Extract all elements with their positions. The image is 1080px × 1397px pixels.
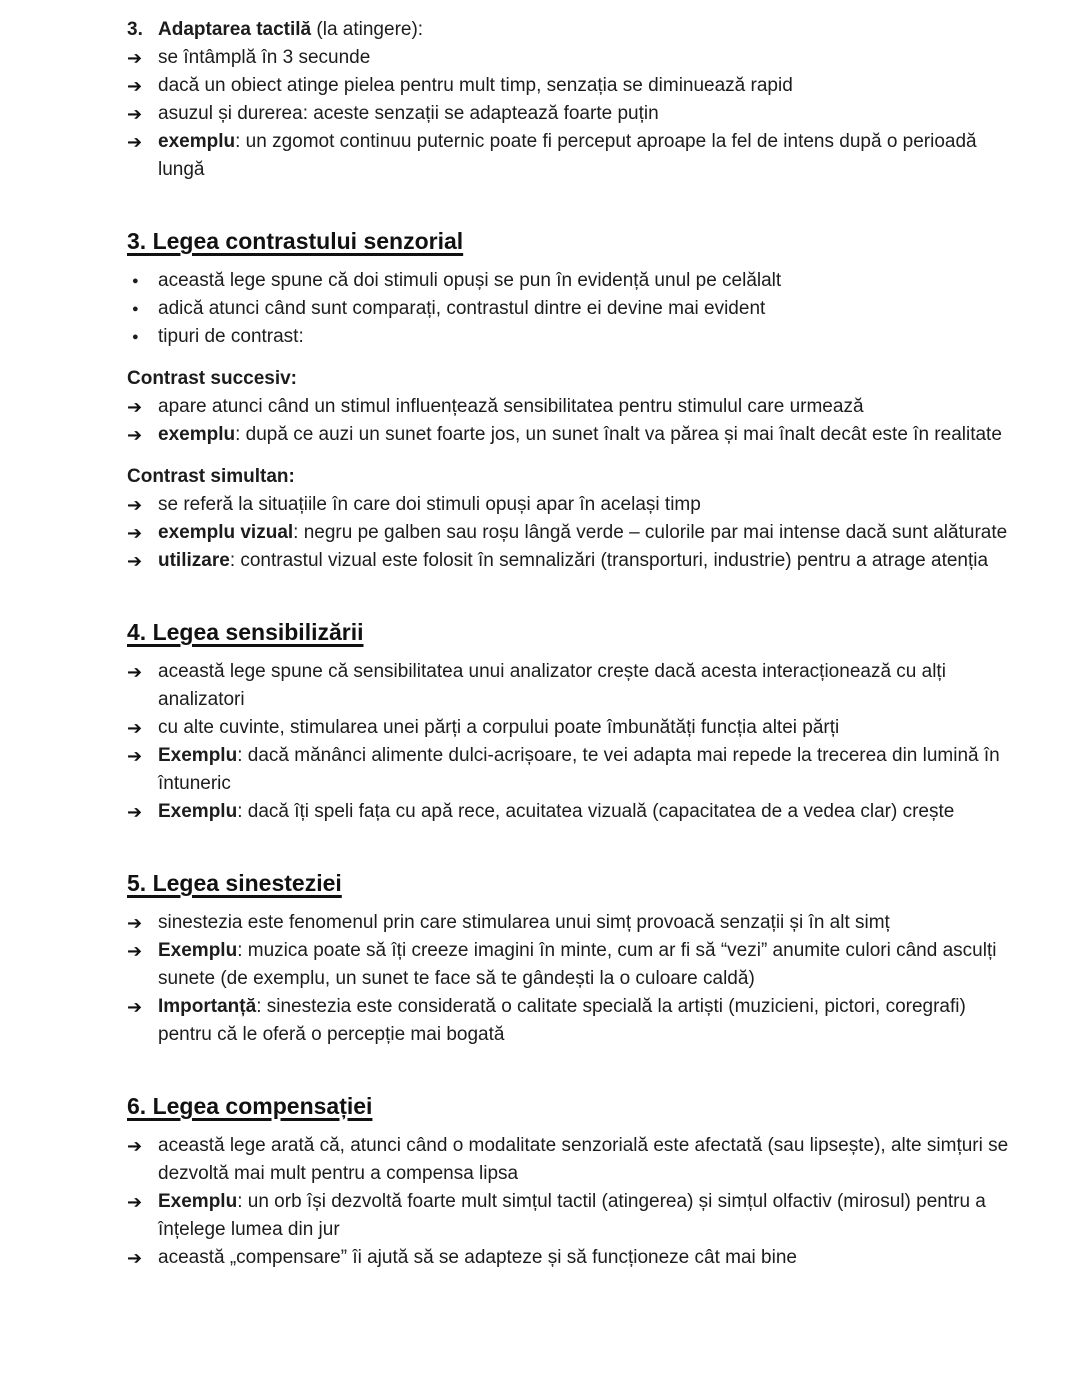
list-item — [127, 128, 1018, 184]
arrow-bullet-icon: ➔ — [127, 746, 143, 766]
section-heading-text: 5. Legea sinesteziei — [127, 870, 342, 896]
arrow-bullet-icon: ➔ — [127, 913, 143, 933]
arrow-bullet-icon: ➔ — [127, 1192, 143, 1212]
arrow-bullet-icon: ➔ — [127, 662, 143, 682]
item-rest-text: dacă un obiect atinge pielea pentru mult timp, senzația se diminuează rapid — [158, 75, 793, 96]
item-text — [158, 295, 1018, 323]
bold-label: Importanță — [158, 996, 257, 1017]
item-text — [158, 1132, 1018, 1188]
list-item — [127, 421, 1018, 449]
list-item — [127, 714, 1018, 742]
arrow-bullet-icon: ➔ — [127, 551, 143, 571]
arrow-bullet-icon: ➔ — [127, 495, 143, 515]
sub-heading: Contrast succesiv: — [127, 368, 298, 389]
item-text — [158, 937, 1018, 993]
list-item — [127, 393, 1018, 421]
bold-label: Exemplu — [158, 1191, 238, 1212]
list-item — [127, 1188, 1018, 1244]
item-number: 3. — [127, 19, 143, 40]
section-heading — [127, 224, 1018, 261]
arrow-bullet-icon: ➔ — [127, 132, 143, 152]
section-heading — [127, 615, 1018, 652]
arrow-bullet-icon: ➔ — [127, 718, 143, 738]
item-rest-text: : un orb își dezvoltă foarte mult simțul tactil (atingerea) și simțul olfactiv (mirosul) pentru a înțelege lumea din jur — [158, 1191, 986, 1240]
bold-label: exemplu — [158, 424, 236, 445]
item-rest-text: apare atunci când un stimul influențează sensibilitatea pentru stimulul care urmează — [158, 396, 864, 417]
bold-label: Exemplu — [158, 801, 238, 822]
item-rest-text: : un zgomot continuu puternic poate fi perceput aproape la fel de intens după o perioadă lungă — [158, 131, 977, 180]
list-item — [127, 909, 1018, 937]
section-heading-text: 6. Legea compensației — [127, 1093, 373, 1119]
item-rest-text: : dacă mănânci alimente dulci-acrișoare, te vei adapta mai repede la trecerea din lumină în întuneric — [158, 745, 1000, 794]
arrow-bullet-icon: ➔ — [127, 76, 143, 96]
list-item — [127, 519, 1018, 547]
item-text — [158, 323, 1018, 351]
item-text — [158, 993, 1018, 1049]
item-rest-text: : sinestezia este considerată o calitate specială la artiști (muzicieni, pictori, coregrafi) pentru că le oferă o percepție mai bogată — [158, 996, 966, 1045]
item-rest-text: această lege spune că sensibilitatea unui analizator crește dacă acesta interacționează cu alți analizatori — [158, 661, 946, 710]
bold-label: Adaptarea tactilă — [158, 19, 312, 40]
arrow-bullet-icon: ➔ — [127, 523, 143, 543]
item-text — [158, 393, 1018, 421]
arrow-bullet-icon: ➔ — [127, 997, 143, 1017]
list-item — [127, 547, 1018, 575]
section-heading-text: 4. Legea sensibilizării — [127, 619, 364, 645]
arrow-bullet-icon: ➔ — [127, 1248, 143, 1268]
numbered-list-item — [127, 16, 1018, 44]
list-item — [127, 742, 1018, 798]
item-rest-text: această „compensare” îi ajută să se adapteze și să funcționeze cât mai bine — [158, 1247, 797, 1268]
list-item — [127, 491, 1018, 519]
bold-label: Exemplu — [158, 940, 238, 961]
item-rest-text: se referă la situațiile în care doi stimuli opuși apar în același timp — [158, 494, 701, 515]
item-rest-text: se întâmplă în 3 secunde — [158, 47, 371, 68]
item-text — [158, 742, 1018, 798]
list-item — [127, 993, 1018, 1049]
bold-label: exemplu vizual — [158, 522, 294, 543]
section-heading — [127, 1089, 1018, 1126]
item-rest-text: (la atingere): — [311, 19, 424, 40]
item-text — [158, 909, 1018, 937]
arrow-bullet-icon: ➔ — [127, 941, 143, 961]
item-text — [158, 44, 1018, 72]
list-item — [127, 100, 1018, 128]
arrow-bullet-icon: ➔ — [127, 802, 143, 822]
item-text — [158, 72, 1018, 100]
item-rest-text: : contrastul vizual este folosit în semnalizări (transporturi, industrie) pentru a atrage atenția — [229, 550, 989, 571]
list-item — [127, 295, 1018, 323]
bold-label: Exemplu — [158, 745, 238, 766]
item-rest-text: : muzica poate să îți creeze imagini în minte, cum ar fi să “vezi” anumite culori când asculți sunete (de exemplu, un sunet te face să te gândești la o culoare caldă) — [158, 940, 997, 989]
list-item — [127, 267, 1018, 295]
list-item — [127, 798, 1018, 826]
document-body — [127, 16, 1018, 1272]
bold-label: utilizare — [158, 550, 230, 571]
item-rest-text: tipuri de contrast: — [158, 326, 304, 347]
arrow-bullet-icon: ➔ — [127, 1136, 143, 1156]
item-text — [158, 128, 1018, 184]
item-rest-text: adică atunci când sunt comparați, contrastul dintre ei devine mai evident — [158, 298, 766, 319]
item-text — [158, 519, 1018, 547]
item-text — [158, 1244, 1018, 1272]
arrow-bullet-icon: ➔ — [127, 397, 143, 417]
item-rest-text: sinestezia este fenomenul prin care stimularea unui simț provoacă senzații și în alt simț — [158, 912, 890, 933]
arrow-bullet-icon: ➔ — [127, 104, 143, 124]
item-text — [158, 421, 1018, 449]
section-heading-text: 3. Legea contrastului senzorial — [127, 228, 464, 254]
item-rest-text: asuzul și durerea: aceste senzații se adaptează foarte puțin — [158, 103, 659, 124]
item-rest-text: : după ce auzi un sunet foarte jos, un sunet înalt va părea și mai înalt decât este în realitate — [235, 424, 1002, 445]
arrow-bullet-icon: ➔ — [127, 48, 143, 68]
list-item — [127, 937, 1018, 993]
dot-bullet-icon: ● — [132, 303, 139, 315]
item-text — [158, 714, 1018, 742]
item-text — [158, 658, 1018, 714]
item-text — [158, 547, 1018, 575]
item-text — [158, 16, 1018, 44]
item-text — [158, 1188, 1018, 1244]
item-text — [158, 267, 1018, 295]
arrow-bullet-icon: ➔ — [127, 425, 143, 445]
dot-bullet-icon: ● — [132, 275, 139, 287]
item-text — [158, 100, 1018, 128]
list-item — [127, 323, 1018, 351]
item-text — [158, 798, 1018, 826]
list-item — [127, 658, 1018, 714]
item-rest-text: : negru pe galben sau roșu lângă verde – culorile par mai intense dacă sunt alăturate — [293, 522, 1008, 543]
list-item — [127, 44, 1018, 72]
item-rest-text: această lege arată că, atunci când o modalitate senzorială este afectată (sau lipsește), alte simțuri se dezvoltă mai mult pentru a compensa lipsa — [158, 1135, 1009, 1184]
list-item — [127, 1132, 1018, 1188]
section-heading — [127, 866, 1018, 903]
list-item — [127, 1244, 1018, 1272]
item-rest-text: : dacă îți speli fața cu apă rece, acuitatea vizuală (capacitatea de a vedea clar) crește — [237, 801, 955, 822]
item-text — [158, 491, 1018, 519]
item-rest-text: această lege spune că doi stimuli opuși se pun în evidență unul pe celălalt — [158, 270, 782, 291]
dot-bullet-icon: ● — [132, 331, 139, 343]
list-item — [127, 72, 1018, 100]
sub-heading: Contrast simultan: — [127, 466, 295, 487]
bold-label: exemplu — [158, 131, 236, 152]
item-rest-text: cu alte cuvinte, stimularea unei părți a corpului poate îmbunătăți funcția altei părți — [158, 717, 840, 738]
